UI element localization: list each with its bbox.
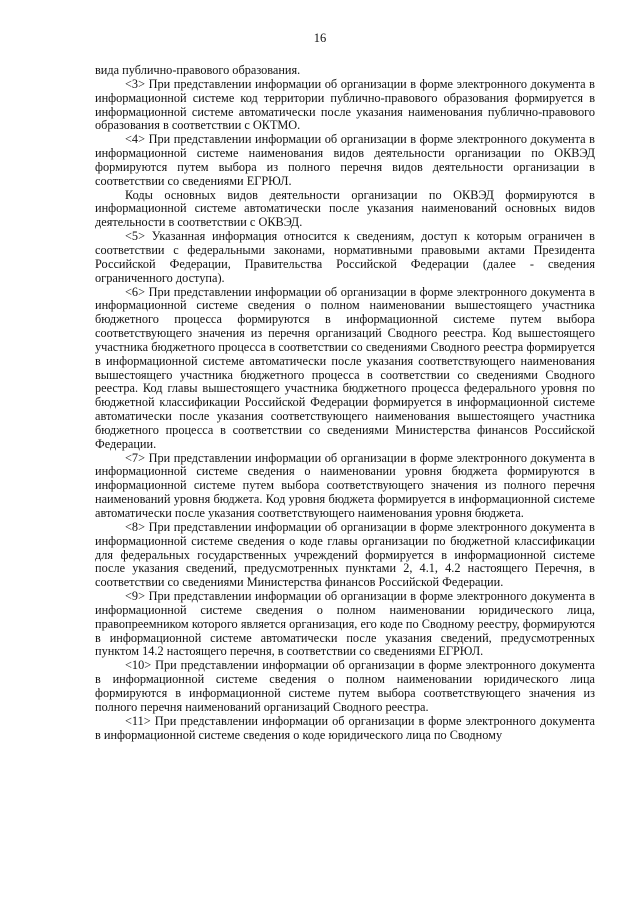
footnote-4: <4> При представлении информации об организации в форме электронного документа в информационной системе наименования видов деятельности организации по ОКВЭД формируются путем выбора из полного перечня видов деятельности организации в соответствии со сведениями ЕГРЮЛ. bbox=[95, 132, 595, 188]
paragraph-continuation: вида публично-правового образования. bbox=[95, 63, 301, 77]
footnote-8: <8> При представлении информации об организации в форме электронного документа в информационной системе сведения о коде главы организации по бюджетной классификации для федеральных государственных учреждений формируется в информационной системе после указания сведений, предусмотренных пунктами 2, 4.1, 4.2 настоящего Перечня, в соответствии со сведениями Министерства финансов Российской Федерации. bbox=[95, 519, 595, 590]
footnote-5: <5> Указанная информация относится к сведениям, доступ к которым ограничен в соответствии с федеральными законами, нормативными правовыми актами Президента Российской Федерации, Правительства Российской Федерации (далее - сведения ограниченного доступа). bbox=[95, 229, 595, 285]
footnote-11: <11> При представлении информации об организации в форме электронного документа в информационной системе сведения о коде юридического лица по Сводному bbox=[95, 713, 595, 742]
footnote-9: <9> При представлении информации об организации в форме электронного документа в информационной системе сведения о полном наименовании юридического лица, правопреемником которого является организация, его коде по Сводному реестру, формируются в информационной системе автоматически после указания сведений, предусмотренных пунктом 14.2 настоящего перечня, в соответствии со сведениями ЕГРЮЛ. bbox=[95, 589, 595, 659]
footnote-4-continued: Коды основных видов деятельности организации по ОКВЭД формируются в информационной системе автоматически после указания наименований основных видов деятельности в соответствии с ОКВЭД. bbox=[95, 187, 595, 230]
footnote-10: <10> При представлении информации об организации в форме электронного документа в информационной системе сведения о полном наименовании юридического лица формируются в информационной системе путем выбора соответствующего значения из полного перечня наименований организаций Сводного реестра. bbox=[95, 658, 595, 714]
document-body bbox=[95, 64, 595, 742]
page-number: 16 bbox=[313, 31, 327, 45]
footnote-7: <7> При представлении информации об организации в форме электронного документа в информационной системе сведения о наименовании уровня бюджета формируются в информационной системе путем выбора соответствующего значения из полного перечня наименований уровня бюджета. Код уровня бюджета формируется в информационной системе автоматически после указания соответствующего наименования уровня бюджета. bbox=[95, 450, 595, 520]
footnote-3: <3> При представлении информации об организации в форме электронного документа в информационной системе код территории публично-правового образования формируется в информационной системе автоматически после указания наименования публично-правового образования в соответствии с ОКТМО. bbox=[95, 76, 595, 133]
footnote-6: <6> При представлении информации об организации в форме электронного документа в информационной системе сведения о полном наименовании вышестоящего участника бюджетного процесса формируются в информационной системе путем выбора соответствующего значения из перечня организаций Сводного реестра. Код вышестоящего участника бюджетного процесса в соответствии со сведениями Сводного реестра формируется в информационной системе автоматически после указания соответствующего наименования вышестоящего участника бюджетного процесса в соответствии со сведениями Сводного реестра. Код главы вышестоящего участника бюджетного процесса федерального уровня по бюджетной классификации Российской Федерации формируется в информационной системе автоматически после указания соответствующего наименования вышестоящего участника бюджетного процесса в соответствии со сведениями Министерства финансов Российской Федерации. bbox=[95, 284, 595, 451]
